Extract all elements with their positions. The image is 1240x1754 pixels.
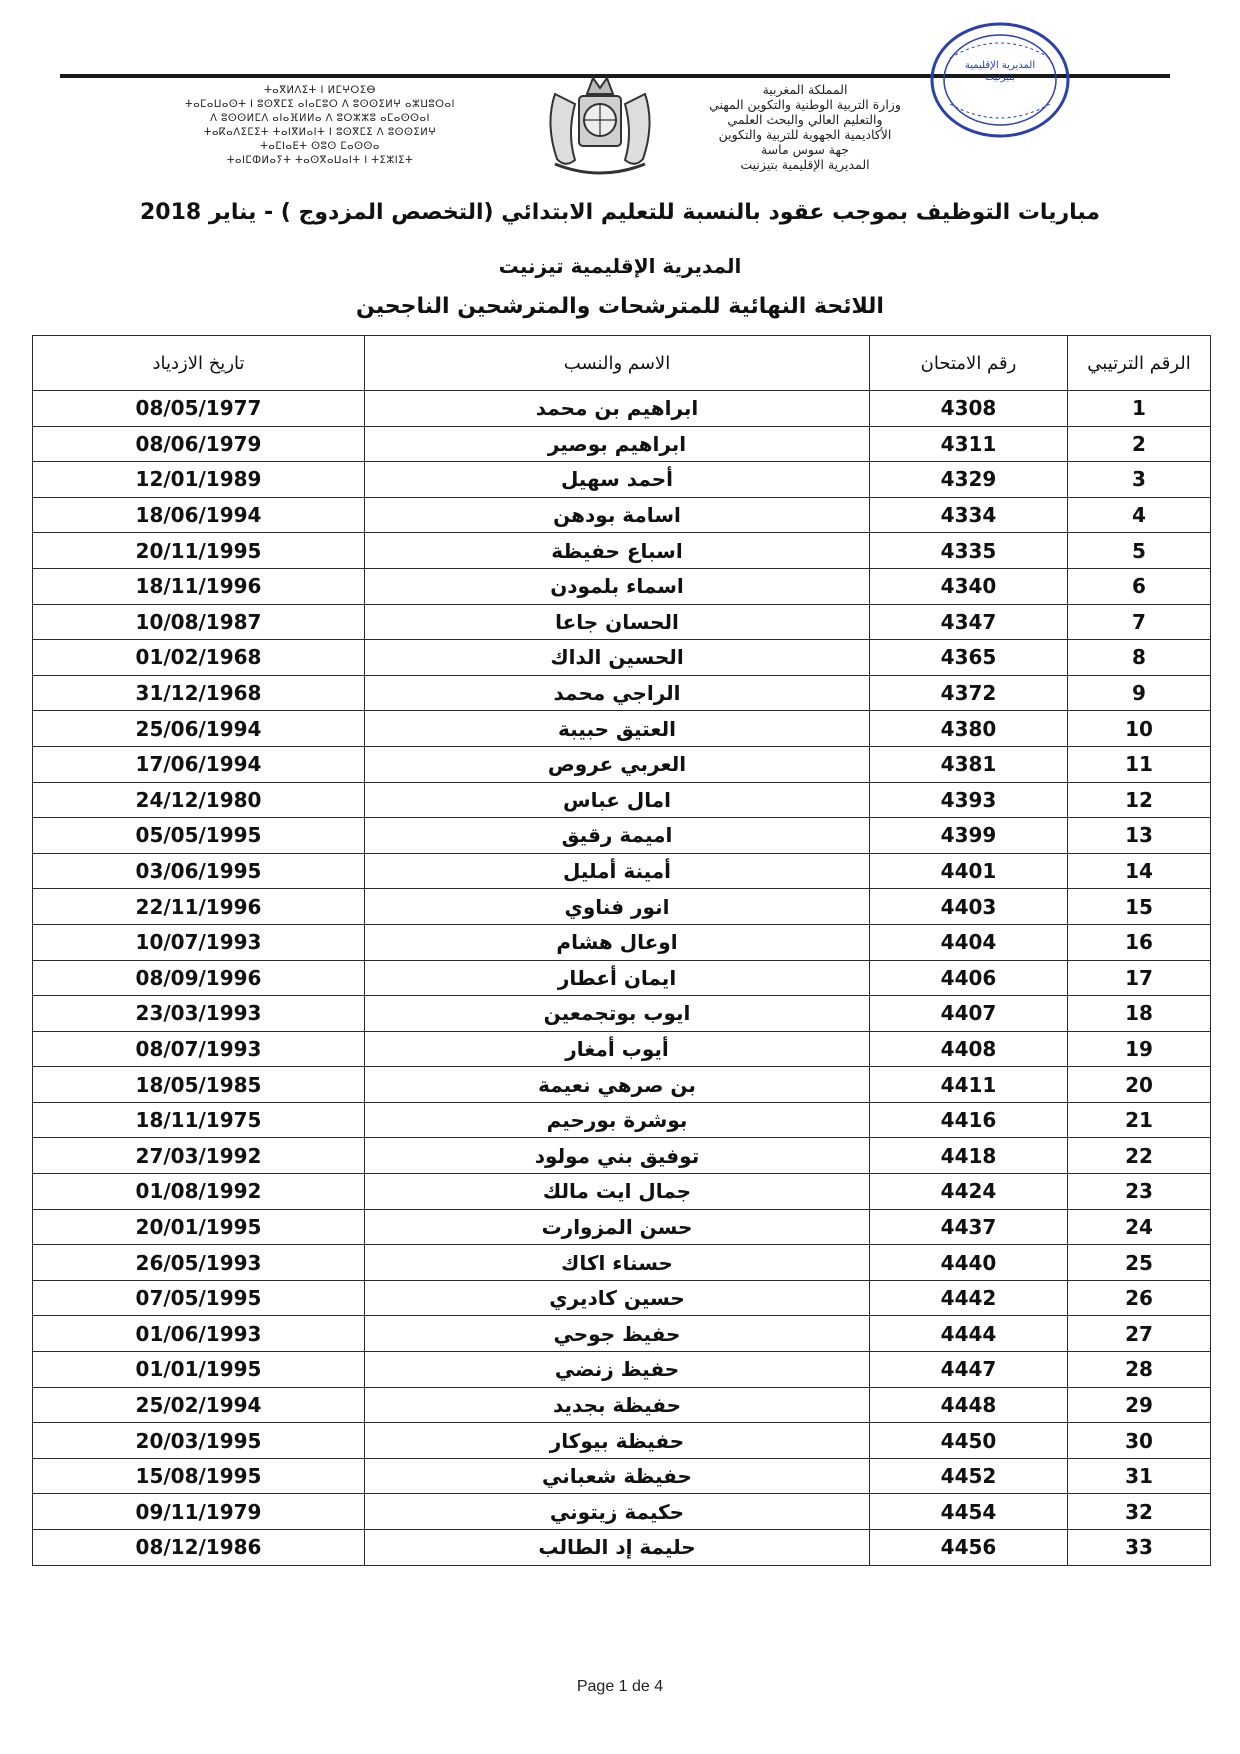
exam-number-cell: 4308 xyxy=(870,391,1068,427)
name-cell: حسن المزوارت xyxy=(365,1209,870,1245)
stamp-label: المديرية الإقليمية بتيزنيت xyxy=(964,60,1036,83)
exam-number-cell: 4407 xyxy=(870,996,1068,1032)
letterhead-arabic-line: المملكة المغربية xyxy=(762,82,848,97)
rank-cell: 25 xyxy=(1068,1245,1211,1281)
name-cell: بوشرة بورحيم xyxy=(365,1102,870,1138)
birth-date-cell: 08/05/1977 xyxy=(33,391,365,427)
table-row xyxy=(33,1174,1211,1210)
page-subtitle-directorate: المديرية الإقليمية تيزنيت xyxy=(498,254,742,278)
table-row xyxy=(33,996,1211,1032)
exam-number-cell: 4365 xyxy=(870,640,1068,676)
exam-number-cell: 4411 xyxy=(870,1067,1068,1103)
birth-date-cell: 10/07/1993 xyxy=(33,924,365,960)
exam-number-cell: 4372 xyxy=(870,675,1068,711)
exam-number-cell: 4401 xyxy=(870,853,1068,889)
rank-cell: 15 xyxy=(1068,889,1211,925)
exam-number-cell: 4329 xyxy=(870,462,1068,498)
name-cell: أحمد سهيل xyxy=(365,462,870,498)
table-row xyxy=(33,1387,1211,1423)
header-full-name: الاسم والنسب xyxy=(365,336,870,391)
letterhead-arabic xyxy=(690,82,920,172)
name-cell: حفيظة شعباني xyxy=(365,1458,870,1494)
exam-number-cell: 4347 xyxy=(870,604,1068,640)
name-cell: حفيظ جوحي xyxy=(365,1316,870,1352)
rank-cell: 10 xyxy=(1068,711,1211,747)
name-cell: اوعال هشام xyxy=(365,924,870,960)
birth-date-cell: 23/03/1993 xyxy=(33,996,365,1032)
rank-cell: 4 xyxy=(1068,497,1211,533)
birth-date-cell: 01/06/1993 xyxy=(33,1316,365,1352)
birth-date-cell: 01/01/1995 xyxy=(33,1352,365,1388)
birth-date-cell: 24/12/1980 xyxy=(33,782,365,818)
name-cell: الحسان جاعا xyxy=(365,604,870,640)
name-cell: أمينة أمليل xyxy=(365,853,870,889)
exam-number-cell: 4448 xyxy=(870,1387,1068,1423)
letterhead-tifinagh-line: ⵜⴰⵎⴰⵡⴰⵙⵜ ⵏ ⵓⵙⴳⵎⵉ ⴰⵏⴰⵎⵓⵔ ⴷ ⵓⵙⵙⵉⵍⵖ ⴰⵣⵡⵓⵔⴰⵏ xyxy=(185,99,455,110)
exam-number-cell: 4452 xyxy=(870,1458,1068,1494)
name-cell: امال عباس xyxy=(365,782,870,818)
table-row xyxy=(33,1209,1211,1245)
exam-number-cell: 4418 xyxy=(870,1138,1068,1174)
birth-date-cell: 07/05/1995 xyxy=(33,1280,365,1316)
rank-cell: 28 xyxy=(1068,1352,1211,1388)
table-row xyxy=(33,675,1211,711)
rank-cell: 31 xyxy=(1068,1458,1211,1494)
exam-number-cell: 4456 xyxy=(870,1530,1068,1566)
exam-number-cell: 4380 xyxy=(870,711,1068,747)
table-row xyxy=(33,640,1211,676)
rank-cell: 3 xyxy=(1068,462,1211,498)
exam-number-cell: 4404 xyxy=(870,924,1068,960)
rank-cell: 1 xyxy=(1068,391,1211,427)
name-cell: أيوب أمغار xyxy=(365,1031,870,1067)
letterhead-tifinagh-line: ⵜⴰⵏⵎⵀⵍⴰⵢⵜ ⵜⴰⵙⴳⴰⵡⴰⵏⵜ ⵏ ⵜⵉⵣⵏⵉⵜ xyxy=(226,155,414,166)
birth-date-cell: 25/02/1994 xyxy=(33,1387,365,1423)
rank-cell: 21 xyxy=(1068,1102,1211,1138)
table-row xyxy=(33,391,1211,427)
birth-date-cell: 20/11/1995 xyxy=(33,533,365,569)
name-cell: حسناء اكاك xyxy=(365,1245,870,1281)
rank-cell: 23 xyxy=(1068,1174,1211,1210)
rank-cell: 16 xyxy=(1068,924,1211,960)
rank-cell: 29 xyxy=(1068,1387,1211,1423)
birth-date-cell: 01/08/1992 xyxy=(33,1174,365,1210)
table-row xyxy=(33,1102,1211,1138)
name-cell: حفيظة بيوكار xyxy=(365,1423,870,1459)
name-cell: انور فناوي xyxy=(365,889,870,925)
exam-number-cell: 4408 xyxy=(870,1031,1068,1067)
table-row xyxy=(33,1280,1211,1316)
name-cell: الراجي محمد xyxy=(365,675,870,711)
birth-date-cell: 22/11/1996 xyxy=(33,889,365,925)
rank-cell: 6 xyxy=(1068,568,1211,604)
exam-number-cell: 4393 xyxy=(870,782,1068,818)
table-row xyxy=(33,782,1211,818)
birth-date-cell: 08/09/1996 xyxy=(33,960,365,996)
page-number: Page 1 de 4 xyxy=(576,1678,664,1695)
rank-cell: 30 xyxy=(1068,1423,1211,1459)
birth-date-cell: 20/01/1995 xyxy=(33,1209,365,1245)
birth-date-cell: 08/06/1979 xyxy=(33,426,365,462)
letterhead-arabic-line: والتعليم العالي والبحث العلمي xyxy=(727,112,883,127)
table-row xyxy=(33,853,1211,889)
table-row xyxy=(33,1138,1211,1174)
table-row xyxy=(33,1067,1211,1103)
results-table-body xyxy=(33,391,1211,1566)
birth-date-cell: 18/11/1996 xyxy=(33,568,365,604)
rank-cell: 20 xyxy=(1068,1067,1211,1103)
birth-date-cell: 12/01/1989 xyxy=(33,462,365,498)
name-cell: حفيظ زنضي xyxy=(365,1352,870,1388)
rank-cell: 26 xyxy=(1068,1280,1211,1316)
table-row xyxy=(33,1031,1211,1067)
birth-date-cell: 25/06/1994 xyxy=(33,711,365,747)
name-cell: اميمة رقيق xyxy=(365,818,870,854)
rank-cell: 32 xyxy=(1068,1494,1211,1530)
birth-date-cell: 17/06/1994 xyxy=(33,746,365,782)
table-row xyxy=(33,746,1211,782)
table-row xyxy=(33,711,1211,747)
name-cell: حسين كاديري xyxy=(365,1280,870,1316)
name-cell: حكيمة زيتوني xyxy=(365,1494,870,1530)
birth-date-cell: 03/06/1995 xyxy=(33,853,365,889)
name-cell: الحسين الداك xyxy=(365,640,870,676)
results-table xyxy=(32,335,1211,1566)
rank-cell: 17 xyxy=(1068,960,1211,996)
table-row xyxy=(33,497,1211,533)
exam-number-cell: 4442 xyxy=(870,1280,1068,1316)
birth-date-cell: 31/12/1968 xyxy=(33,675,365,711)
name-cell: العتيق حبيبة xyxy=(365,711,870,747)
rank-cell: 9 xyxy=(1068,675,1211,711)
exam-number-cell: 4334 xyxy=(870,497,1068,533)
rank-cell: 18 xyxy=(1068,996,1211,1032)
table-row xyxy=(33,533,1211,569)
name-cell: ايوب بوتجمعين xyxy=(365,996,870,1032)
letterhead-tifinagh-line: ⴷ ⵓⵙⵙⵍⵎⴷ ⴰⵏⴰⴼⵍⵍⴰ ⴷ ⵓⵔⵣⵣⵓ ⴰⵎⴰⵙⵙⴰⵏ xyxy=(210,113,430,124)
exam-number-cell: 4381 xyxy=(870,746,1068,782)
exam-number-cell: 4454 xyxy=(870,1494,1068,1530)
rank-cell: 12 xyxy=(1068,782,1211,818)
rank-cell: 24 xyxy=(1068,1209,1211,1245)
exam-number-cell: 4450 xyxy=(870,1423,1068,1459)
exam-number-cell: 4437 xyxy=(870,1209,1068,1245)
rank-cell: 2 xyxy=(1068,426,1211,462)
name-cell: العربي عروص xyxy=(365,746,870,782)
table-row xyxy=(33,462,1211,498)
header-exam-number: رقم الامتحان xyxy=(870,336,1068,391)
rank-cell: 19 xyxy=(1068,1031,1211,1067)
birth-date-cell: 05/05/1995 xyxy=(33,818,365,854)
birth-date-cell: 01/02/1968 xyxy=(33,640,365,676)
exam-number-cell: 4440 xyxy=(870,1245,1068,1281)
letterhead-tifinagh xyxy=(185,84,455,168)
header-rank: الرقم الترتيبي xyxy=(1068,336,1211,391)
exam-number-cell: 4424 xyxy=(870,1174,1068,1210)
letterhead-arabic-line: المديرية الإقليمية بتيزنيت xyxy=(740,157,870,172)
exam-number-cell: 4335 xyxy=(870,533,1068,569)
royal-emblem-icon xyxy=(535,64,665,180)
name-cell: ابراهيم بن محمد xyxy=(365,391,870,427)
rank-cell: 11 xyxy=(1068,746,1211,782)
exam-number-cell: 4311 xyxy=(870,426,1068,462)
exam-number-cell: 4447 xyxy=(870,1352,1068,1388)
name-cell: توفيق بني مولود xyxy=(365,1138,870,1174)
birth-date-cell: 27/03/1992 xyxy=(33,1138,365,1174)
page-subtitle-list: اللائحة النهائية للمترشحات والمترشحين الناجحين xyxy=(356,294,884,319)
name-cell: اسماء بلمودن xyxy=(365,568,870,604)
rank-cell: 7 xyxy=(1068,604,1211,640)
letterhead-arabic-line: الأكاديمية الجهوية للتربية والتكوين xyxy=(718,127,892,142)
birth-date-cell: 08/07/1993 xyxy=(33,1031,365,1067)
letterhead-tifinagh-line: ⵜⴰⵎⵏⴰⴹⵜ ⵙⵓⵙ ⵎⴰⵙⵙⴰ xyxy=(260,141,380,152)
table-row xyxy=(33,426,1211,462)
birth-date-cell: 15/08/1995 xyxy=(33,1458,365,1494)
exam-number-cell: 4399 xyxy=(870,818,1068,854)
exam-number-cell: 4340 xyxy=(870,568,1068,604)
name-cell: حليمة إد الطالب xyxy=(365,1530,870,1566)
birth-date-cell: 18/05/1985 xyxy=(33,1067,365,1103)
header-birth-date: تاريخ الازدياد xyxy=(33,336,365,391)
rank-cell: 14 xyxy=(1068,853,1211,889)
rank-cell: 27 xyxy=(1068,1316,1211,1352)
table-row xyxy=(33,1352,1211,1388)
table-row xyxy=(33,1423,1211,1459)
birth-date-cell: 26/05/1993 xyxy=(33,1245,365,1281)
rank-cell: 33 xyxy=(1068,1530,1211,1566)
birth-date-cell: 10/08/1987 xyxy=(33,604,365,640)
exam-number-cell: 4416 xyxy=(870,1102,1068,1138)
table-row xyxy=(33,1245,1211,1281)
letterhead-arabic-line: جهة سوس ماسة xyxy=(760,142,849,157)
table-row xyxy=(33,818,1211,854)
birth-date-cell: 08/12/1986 xyxy=(33,1530,365,1566)
name-cell: اسامة بودهن xyxy=(365,497,870,533)
name-cell: جمال ايت مالك xyxy=(365,1174,870,1210)
rank-cell: 22 xyxy=(1068,1138,1211,1174)
letterhead-tifinagh-line: ⵜⴰⴽⴰⴷⵉⵎⵉⵜ ⵜⴰⵏⴳⵍⴰⵏⵜ ⵏ ⵓⵙⴳⵎⵉ ⴷ ⵓⵙⵙⵉⵍⵖ xyxy=(203,127,437,138)
birth-date-cell: 09/11/1979 xyxy=(33,1494,365,1530)
rank-cell: 5 xyxy=(1068,533,1211,569)
name-cell: حفيظة بجديد xyxy=(365,1387,870,1423)
name-cell: ايمان أعطار xyxy=(365,960,870,996)
exam-number-cell: 4406 xyxy=(870,960,1068,996)
table-row xyxy=(33,604,1211,640)
table-row xyxy=(33,1530,1211,1566)
birth-date-cell: 18/11/1975 xyxy=(33,1102,365,1138)
table-row xyxy=(33,924,1211,960)
exam-number-cell: 4403 xyxy=(870,889,1068,925)
birth-date-cell: 18/06/1994 xyxy=(33,497,365,533)
name-cell: بن صرهي نعيمة xyxy=(365,1067,870,1103)
exam-number-cell: 4444 xyxy=(870,1316,1068,1352)
table-row xyxy=(33,1458,1211,1494)
name-cell: اسباع حفيظة xyxy=(365,533,870,569)
table-row xyxy=(33,960,1211,996)
birth-date-cell: 20/03/1995 xyxy=(33,1423,365,1459)
table-row xyxy=(33,1316,1211,1352)
letterhead-arabic-line: وزارة التربية الوطنية والتكوين المهني xyxy=(709,97,901,112)
table-row xyxy=(33,889,1211,925)
rank-cell: 8 xyxy=(1068,640,1211,676)
table-header-row xyxy=(33,336,1211,391)
name-cell: ابراهيم بوصير xyxy=(365,426,870,462)
page-title: مباريات التوظيف بموجب عقود بالنسبة للتعليم الابتدائي (التخصص المزدوج ) - يناير 2018 xyxy=(139,200,1100,225)
letterhead-tifinagh-line: ⵜⴰⴳⵍⴷⵉⵜ ⵏ ⵍⵎⵖⵔⵉⴱ xyxy=(264,85,376,96)
rank-cell: 13 xyxy=(1068,818,1211,854)
table-row xyxy=(33,1494,1211,1530)
table-row xyxy=(33,568,1211,604)
